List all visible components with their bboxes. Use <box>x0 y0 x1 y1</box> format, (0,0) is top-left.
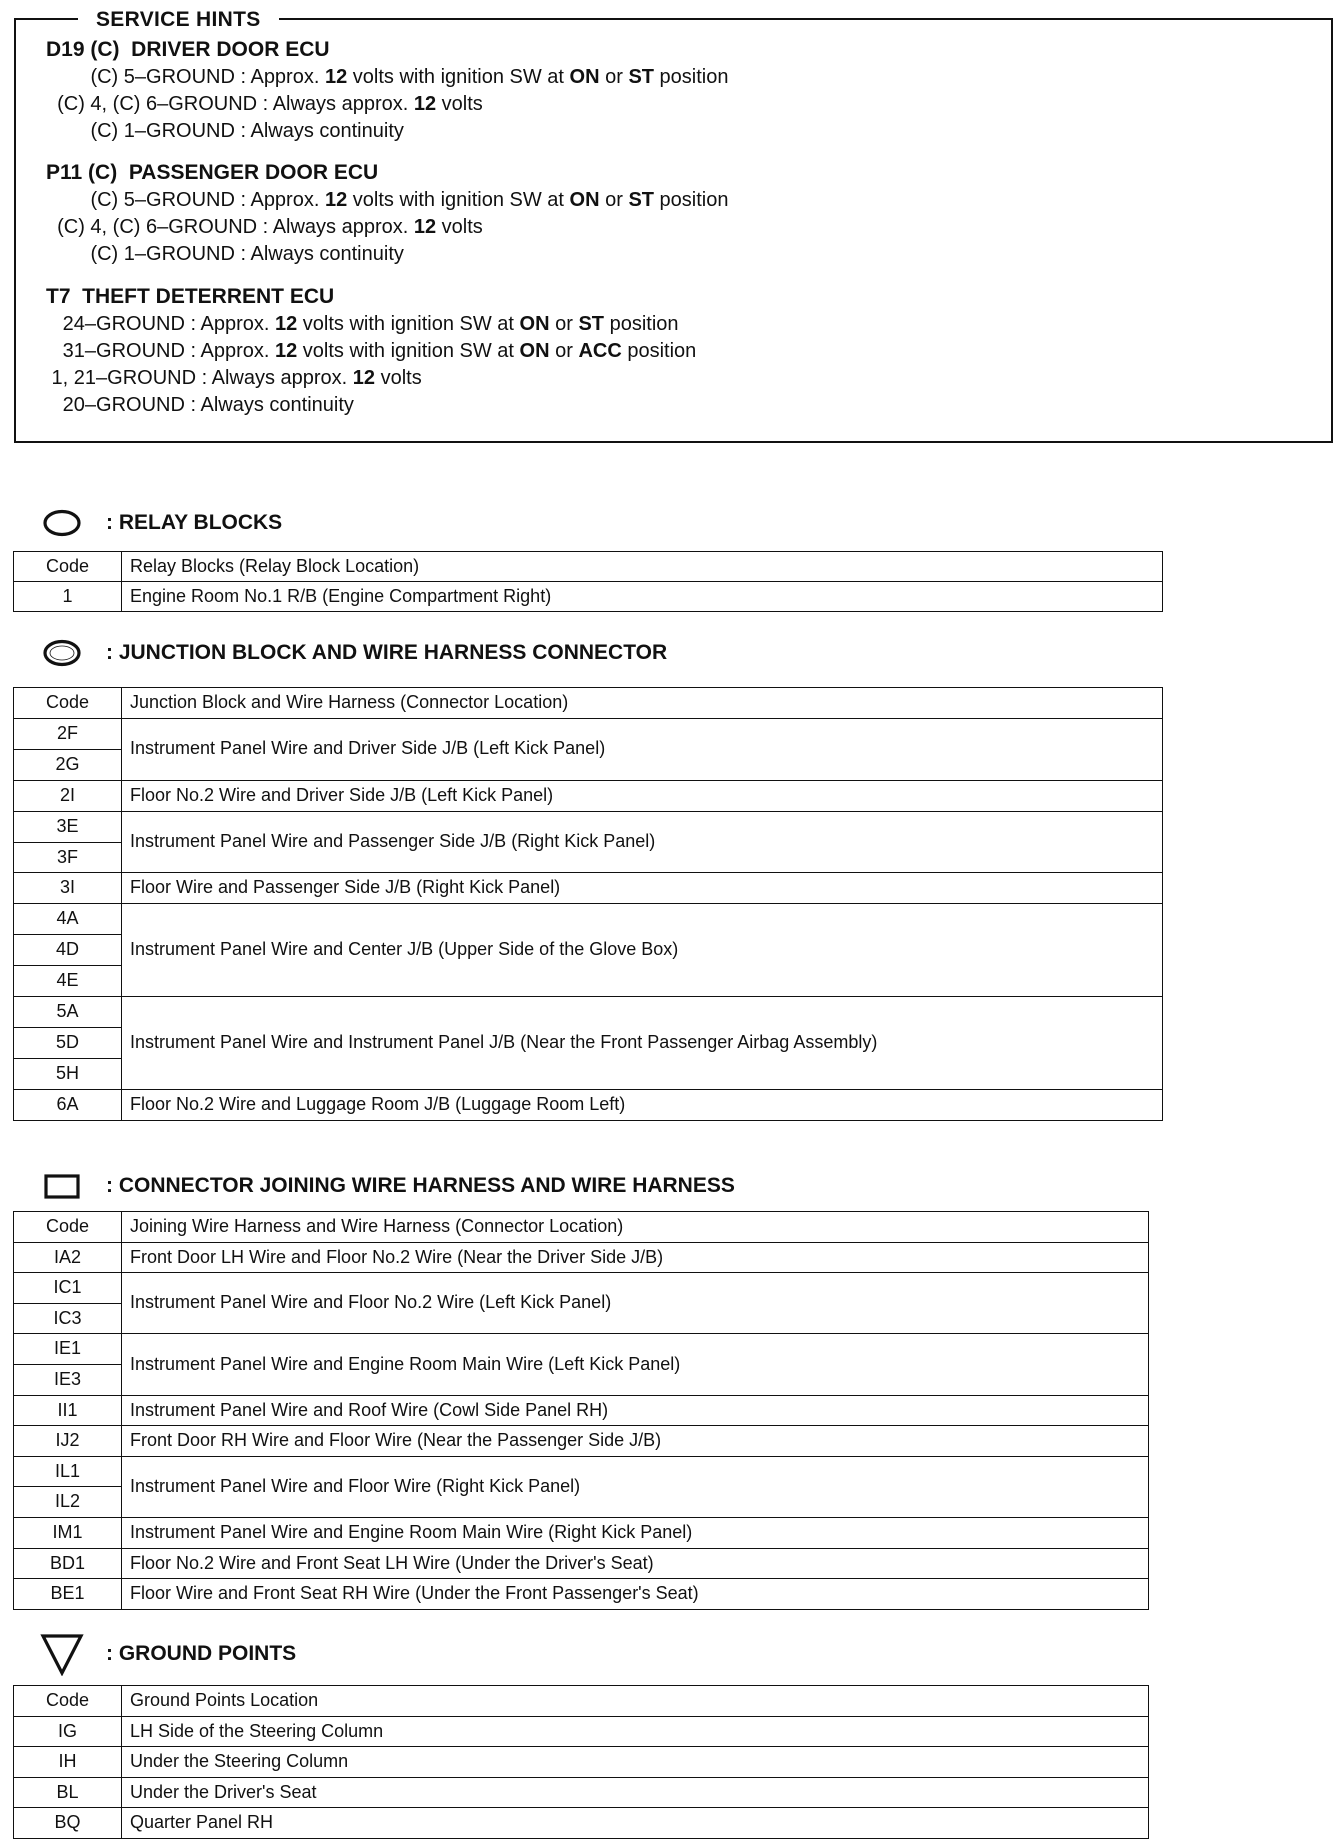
desc-header: Joining Wire Harness and Wire Harness (Connector Location) <box>122 1212 1149 1243</box>
code-cell: 2G <box>14 749 122 780</box>
connector-rectangle-icon <box>40 1170 84 1202</box>
code-cell: 5D <box>14 1027 122 1058</box>
table-header-row <box>14 1686 1149 1717</box>
desc-cell: Instrument Panel Wire and Center J/B (Upper Side of the Glove Box) <box>122 904 1163 997</box>
desc-header: Junction Block and Wire Harness (Connector Location) <box>122 688 1163 719</box>
table-row <box>14 811 1163 842</box>
table-row <box>14 1242 1149 1273</box>
code-cell: IC3 <box>14 1303 122 1334</box>
table-row <box>14 904 1163 935</box>
desc-cell: Instrument Panel Wire and Floor No.2 Wire (Left Kick Panel) <box>122 1273 1149 1334</box>
hint-line: (C) 5–GROUND : Approx. 12 volts with ignition SW at ON or ST position <box>46 189 729 211</box>
table-row <box>14 1579 1149 1610</box>
table-row <box>14 1456 1149 1487</box>
hint-line: 1, 21–GROUND : Always approx. 12 volts <box>46 367 422 389</box>
desc-cell: Front Door LH Wire and Floor No.2 Wire (Near the Driver Side J/B) <box>122 1242 1149 1273</box>
desc-cell: Instrument Panel Wire and Roof Wire (Cowl Side Panel RH) <box>122 1395 1149 1426</box>
table-row <box>14 1548 1149 1579</box>
ecu-title: D19 (C) DRIVER DOOR ECU <box>46 38 330 61</box>
desc-cell: Under the Steering Column <box>122 1747 1149 1778</box>
desc-cell: Instrument Panel Wire and Passenger Side J/B (Right Kick Panel) <box>122 811 1163 873</box>
table-header-row <box>14 552 1163 582</box>
code-cell: 1 <box>14 582 122 612</box>
hint-line: (C) 1–GROUND : Always continuity <box>46 243 404 265</box>
code-cell: IG <box>14 1716 122 1747</box>
table-row <box>14 1716 1149 1747</box>
code-cell: 4D <box>14 935 122 966</box>
desc-cell: Floor No.2 Wire and Luggage Room J/B (Luggage Room Left) <box>122 1089 1163 1120</box>
table-row <box>14 1517 1149 1548</box>
desc-cell: Quarter Panel RH <box>122 1808 1149 1839</box>
desc-cell: Floor Wire and Passenger Side J/B (Right Kick Panel) <box>122 873 1163 904</box>
desc-cell: Floor Wire and Front Seat RH Wire (Under the Front Passenger's Seat) <box>122 1579 1149 1610</box>
code-cell: BQ <box>14 1808 122 1839</box>
desc-header: Ground Points Location <box>122 1686 1149 1717</box>
hint-line: 24–GROUND : Approx. 12 volts with ignition SW at ON or ST position <box>46 313 679 335</box>
code-cell: IL2 <box>14 1487 122 1518</box>
hint-line: (C) 4, (C) 6–GROUND : Always approx. 12 volts <box>46 216 483 238</box>
table-row <box>14 873 1163 904</box>
desc-cell: LH Side of the Steering Column <box>122 1716 1149 1747</box>
table-row <box>14 1747 1149 1778</box>
relay-block-oval-icon <box>40 507 84 539</box>
desc-cell: Instrument Panel Wire and Engine Room Main Wire (Right Kick Panel) <box>122 1517 1149 1548</box>
ground-points-heading <box>40 1632 296 1676</box>
desc-cell: Instrument Panel Wire and Engine Room Main Wire (Left Kick Panel) <box>122 1334 1149 1395</box>
code-cell: IE1 <box>14 1334 122 1365</box>
desc-cell: Instrument Panel Wire and Driver Side J/B (Left Kick Panel) <box>122 718 1163 780</box>
ecu-title: T7 THEFT DETERRENT ECU <box>46 285 335 308</box>
desc-cell: Instrument Panel Wire and Instrument Panel J/B (Near the Front Passenger Airbag Assembly) <box>122 997 1163 1090</box>
code-cell: IC1 <box>14 1273 122 1304</box>
code-header: Code <box>14 1686 122 1717</box>
hint-line: 31–GROUND : Approx. 12 volts with ignition SW at ON or ACC position <box>46 340 697 362</box>
code-cell: 4E <box>14 966 122 997</box>
hint-line: (C) 1–GROUND : Always continuity <box>46 120 404 142</box>
code-cell: IA2 <box>14 1242 122 1273</box>
hint-line: 20–GROUND : Always continuity <box>46 394 354 416</box>
desc-cell: Floor No.2 Wire and Front Seat LH Wire (Under the Driver's Seat) <box>122 1548 1149 1579</box>
service-hints-title: SERVICE HINTS <box>78 8 279 32</box>
connectors-heading <box>40 1170 735 1202</box>
table-row <box>14 1334 1149 1365</box>
section-label: : CONNECTOR JOINING WIRE HARNESS AND WIRE HARNESS <box>106 1174 735 1197</box>
table-row <box>14 780 1163 811</box>
desc-cell: Front Door RH Wire and Floor Wire (Near the Passenger Side J/B) <box>122 1426 1149 1457</box>
code-cell: 2F <box>14 718 122 749</box>
junction-block-oval-icon <box>40 637 84 669</box>
code-cell: BL <box>14 1777 122 1808</box>
desc-cell: Under the Driver's Seat <box>122 1777 1149 1808</box>
hint-line: (C) 5–GROUND : Approx. 12 volts with ignition SW at ON or ST position <box>46 66 729 88</box>
code-header: Code <box>14 552 122 582</box>
code-cell: 3I <box>14 873 122 904</box>
ground-points-table <box>13 1685 1149 1839</box>
table-header-row <box>14 688 1163 719</box>
code-cell: IH <box>14 1747 122 1778</box>
section-label: : RELAY BLOCKS <box>106 511 283 534</box>
relay-blocks-heading <box>40 507 282 539</box>
code-cell: IE3 <box>14 1364 122 1395</box>
code-cell: II1 <box>14 1395 122 1426</box>
code-cell: IJ2 <box>14 1426 122 1457</box>
hint-line: (C) 4, (C) 6–GROUND : Always approx. 12 volts <box>46 93 483 115</box>
table-row <box>14 718 1163 749</box>
ecu-passenger-door <box>46 159 729 268</box>
code-cell: 3E <box>14 811 122 842</box>
ecu-theft-deterrent <box>46 283 696 419</box>
relay-blocks-table <box>13 551 1163 612</box>
ground-triangle-icon <box>40 1632 84 1676</box>
service-hints-box <box>14 8 1333 443</box>
table-row <box>14 1426 1149 1457</box>
table-row <box>14 1777 1149 1808</box>
code-header: Code <box>14 688 122 719</box>
junction-blocks-table <box>13 687 1163 1121</box>
code-header: Code <box>14 1212 122 1243</box>
section-label: : GROUND POINTS <box>106 1642 297 1665</box>
desc-header: Relay Blocks (Relay Block Location) <box>122 552 1163 582</box>
table-row <box>14 1089 1163 1120</box>
code-cell: IL1 <box>14 1456 122 1487</box>
ecu-driver-door <box>46 36 729 145</box>
connectors-table <box>13 1211 1149 1610</box>
code-cell: 4A <box>14 904 122 935</box>
ecu-title: P11 (C) PASSENGER DOOR ECU <box>46 161 379 184</box>
table-row <box>14 1808 1149 1839</box>
desc-cell: Engine Room No.1 R/B (Engine Compartment Right) <box>122 582 1163 612</box>
table-row <box>14 1395 1149 1426</box>
table-header-row <box>14 1212 1149 1243</box>
code-cell: 3F <box>14 842 122 873</box>
desc-cell: Instrument Panel Wire and Floor Wire (Right Kick Panel) <box>122 1456 1149 1517</box>
code-cell: BE1 <box>14 1579 122 1610</box>
code-cell: IM1 <box>14 1517 122 1548</box>
desc-cell: Floor No.2 Wire and Driver Side J/B (Left Kick Panel) <box>122 780 1163 811</box>
table-row <box>14 997 1163 1028</box>
code-cell: 5H <box>14 1058 122 1089</box>
code-cell: 5A <box>14 997 122 1028</box>
section-label: : JUNCTION BLOCK AND WIRE HARNESS CONNECTOR <box>106 641 668 664</box>
table-row <box>14 1273 1149 1304</box>
junction-blocks-heading <box>40 637 667 669</box>
code-cell: 2I <box>14 780 122 811</box>
code-cell: BD1 <box>14 1548 122 1579</box>
table-row <box>14 582 1163 612</box>
code-cell: 6A <box>14 1089 122 1120</box>
